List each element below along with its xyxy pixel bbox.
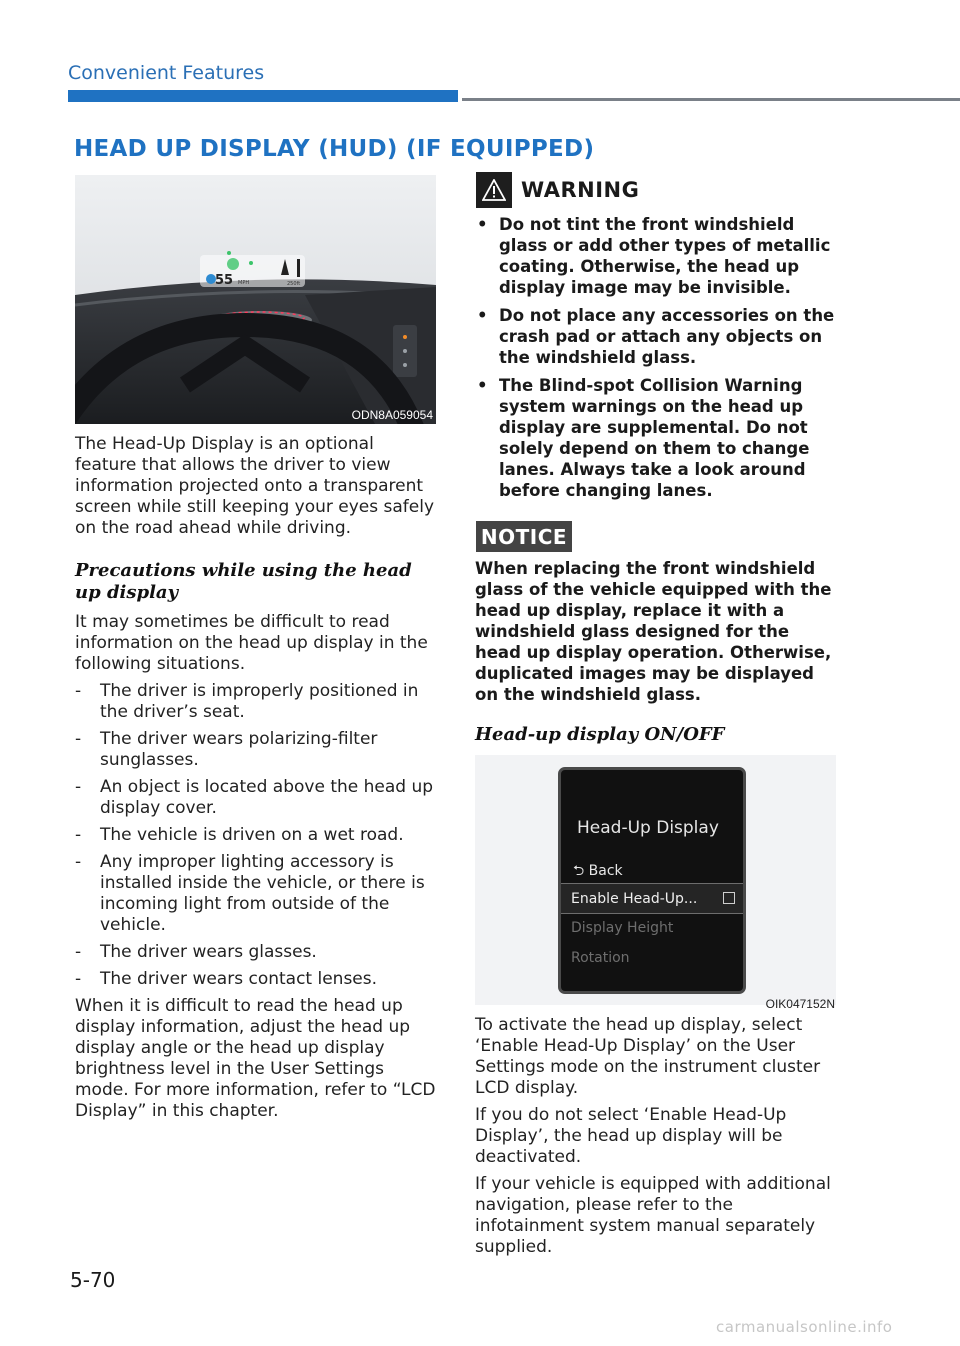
list-item: - The vehicle is driven on a wet road.	[75, 825, 404, 845]
warning-list	[475, 214, 837, 501]
warning-triangle-icon	[476, 172, 512, 208]
header-rule-grey	[462, 98, 960, 101]
cluster-screen-figure	[475, 755, 836, 1011]
list-item: - Any improper lighting accessory is installed inside the vehicle, or there is incoming light from outside of the vehicle.	[75, 852, 425, 935]
precautions-list	[75, 681, 440, 990]
windshield-hud-illustration	[75, 175, 436, 424]
warning-header	[476, 172, 639, 208]
page-number: 5-70	[70, 1268, 116, 1292]
warning-label: WARNING	[521, 178, 640, 202]
page-title: HEAD UP DISPLAY (HUD) (IF EQUIPPED)	[74, 136, 595, 162]
onoff-paragraph: To activate the head up display, select ‘Enable Head-Up Display’ on the User Settings mode on the instrument cluster LCD display.	[475, 1015, 821, 1098]
back-arrow-icon: ⮌	[573, 863, 585, 879]
list-item: • Do not place any accessories on the crash pad or attach any objects on the windshield glass.	[477, 306, 835, 367]
screen-title: Head-Up Display	[577, 818, 719, 838]
figure-code: OIK047152N	[765, 997, 835, 1011]
back-label: Back	[588, 863, 623, 879]
list-item: - The driver is improperly positioned in the driver’s seat.	[75, 681, 419, 722]
back-menu-item	[573, 860, 623, 884]
notice-text: When replacing the front windshield glass of the vehicle equipped with the head up display, replace it with a windshield glass designed for the head up display operation. Otherwise, duplicated images may be displayed on the windshield glass.	[475, 559, 832, 704]
hud-speed: 55	[215, 273, 234, 288]
intro-paragraph	[75, 434, 440, 539]
onoff-paragraph: If you do not select ‘Enable Head-Up Display’, the head up display will be deactivated.	[475, 1105, 787, 1167]
hud-photo-figure	[75, 175, 436, 424]
watermark: carmanualsonline.info	[716, 1318, 893, 1336]
rotation-menu-item: Rotation	[571, 950, 630, 966]
list-item: - The driver wears contact lenses.	[75, 969, 378, 989]
list-item: - An object is located above the head up display cover.	[75, 777, 434, 818]
list-item: • The Blind-spot Collision Warning system warnings on the head up display are supplemental. Do not solely depend on them to change lanes. Always take a look around before changing lanes.	[477, 376, 810, 500]
precautions-closing: When it is difficult to read the head up display information, adjust the head up display angle or the head up display brightness level in the User Settings mode. For more information, refer to “LCD Display” in this chapter.	[75, 996, 436, 1121]
section-label: Convenient Features	[68, 62, 265, 84]
onoff-heading-wrap	[475, 724, 837, 746]
display-height-menu-item: Display Height	[571, 920, 674, 936]
precautions-heading: Precautions while using the head up display	[75, 560, 412, 603]
list-item: • Do not tint the front windshield glass or add other types of metallic coating. Otherwise, the head up display image may be invisible.	[477, 215, 831, 297]
checkbox-icon	[723, 892, 735, 904]
list-item: - The driver wears polarizing-filter sunglasses.	[75, 729, 378, 770]
hud-unit: MPH	[238, 280, 250, 286]
figure-code: ODN8A059054	[351, 408, 433, 422]
notice-section	[475, 558, 837, 705]
enable-hud-menu-item	[561, 883, 743, 914]
precautions-lead: It may sometimes be difficult to read information on the head up display in the following situations.	[75, 612, 428, 674]
onoff-body	[475, 1015, 837, 1258]
enable-hud-label: Enable Head-Up...	[571, 891, 698, 907]
warning-section	[475, 214, 837, 508]
list-item: - The driver wears glasses.	[75, 942, 317, 962]
hud-distance: 250ft	[287, 281, 301, 287]
precautions-section	[75, 560, 440, 1122]
onoff-paragraph: If your vehicle is equipped with additional navigation, please refer to the infotainment system manual separately supplied.	[475, 1174, 831, 1257]
intro-text: The Head-Up Display is an optional feature that allows the driver to view information projected onto a transparent screen while still keeping your eyes safely on the road ahead while driving.	[75, 434, 435, 538]
header-rule-blue	[68, 90, 458, 102]
notice-badge: NOTICE	[476, 521, 572, 552]
onoff-heading: Head-up display ON/OFF	[475, 724, 725, 745]
cluster-lcd-screen	[558, 767, 746, 994]
